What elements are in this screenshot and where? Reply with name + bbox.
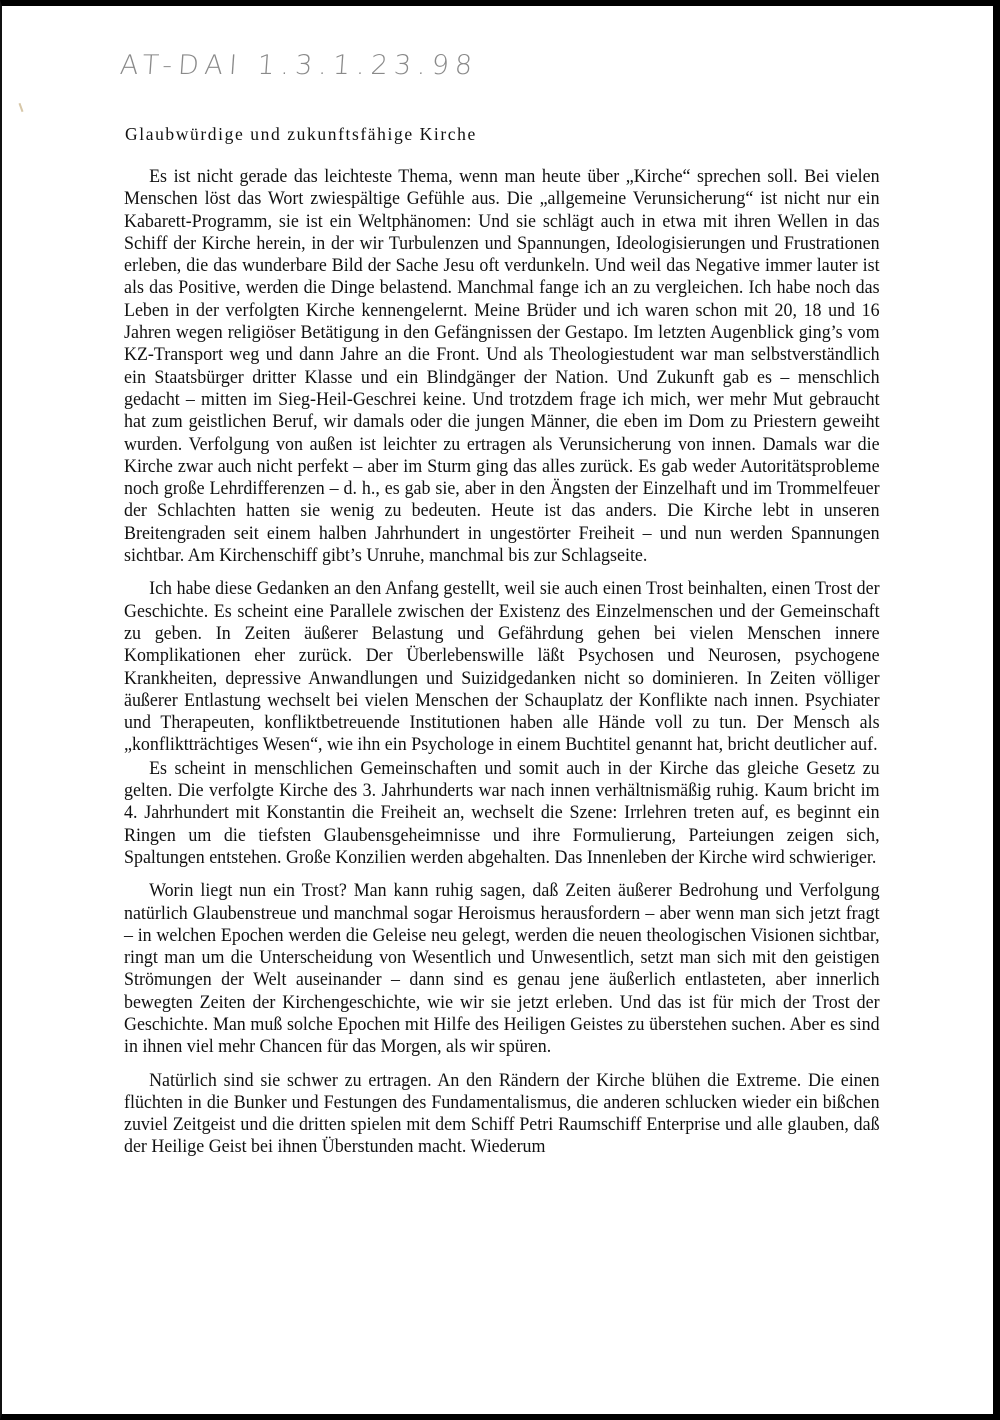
paragraph: Natürlich sind sie schwer zu ertragen. An den Rändern der Kirche blühen die Extreme. Die einen flüchten in die Bunker und Festungen des Fundamentalismus, die anderen schlucken wieder ein bißchen zuviel Zeitgeist und die dritten spielen mit dem Schiff Petri Raumschiff Enterprise und alle glauben, daß der Heilige Geist bei ihnen Überstunden macht. Wiederum bbox=[124, 1069, 880, 1158]
handwritten-archive-number: AT-DAI 1.3.1.23.98 bbox=[118, 50, 480, 81]
paragraph: Es scheint in menschlichen Gemeinschaften und somit auch in der Kirche das gleiche Gesetz zu gelten. Die verfolgte Kirche des 3. Jahrhunderts war nach innen verhältnismäßig ruhig. Kaum bricht im 4. Jahrhundert mit Konstantin die Freiheit an, wechselt die Szene: Irrlehren treten auf, es beginnt ein Ringen um die tiefsten Glaubensgeheimnisse und ihre Formulierung, Parteiungen zeigen sich, Spaltungen entstehen. Große Konzilien werden abgehalten. Das Innenleben der Kirche wird schwieriger. bbox=[124, 757, 880, 868]
paragraph: Worin liegt nun ein Trost? Man kann ruhig sagen, daß Zeiten äußerer Bedrohung und Verfolgung natürlich Glaubenstreue und manchmal sogar Heroismus herausfordern – aber wenn man sich jetzt fragt – in welchen Epochen werden die Geleise neu gelegt, werden die neuen theologischen Visionen sichtbar, ringt man um die Unterscheidung von Wesentlich und Unwesentlich, setzt man sich mit den geistigen Strömungen der Welt auseinander – dann sind es genau jene äußerlich entlasteten, aber innerlich bewegten Zeiten der Kirchengeschichte, wie wir sie jetzt erleben. Und das ist für mich der Trost der Geschichte. Man muß solche Epochen mit Hilfe des Heiligen Geistes zu überstehen suchen. Aber es sind in ihnen viel mehr Chancen für das Morgen, als wir spüren. bbox=[124, 880, 880, 1058]
document-body bbox=[124, 166, 880, 1159]
document-title: Glaubwürdige und zukunftsfähige Kirche bbox=[125, 124, 477, 144]
paragraph: Es ist nicht gerade das leichteste Thema, wenn man heute über „Kirche“ sprechen soll. Bei vielen Menschen löst das Wort zwiespältige Gefühle aus. Die „allgemeine Verunsicherung“ ist nicht nur ein Kabarett-Programm, sie ist ein Weltphänomen: Und sie schlägt auch in etwa mit ihren Wellen in das Schiff der Kirche herein, in der wir Turbulenzen und Spannungen, Ideologisierungen und Frustrationen erleben, die das wunderbare Bild der Sache Jesu oft verdunkeln. Und weil das Negative immer lauter ist als das Positive, werden die Dinge belastend. Manchmal fange ich an zu vergleichen. Ich habe noch das Leben in der verfolgten Kirche kennengelernt. Meine Brüder und ich waren schon mit 20, 18 und 16 Jahren wegen religiöser Betätigung in den Gefängnissen der Gestapo. Im letzten Augenblick ging’s vom KZ-Transport weg und dann Jahre an die Front. Und als Theologiestudent war man selbstverständlich ein Staatsbürger dritter Klasse und ein Blindgänger der Nation. Und Zukunft gab es – menschlich gedacht – mitten im Sieg-Heil-Geschrei keine. Und trotzdem frage ich mich, wer mehr Mut gebraucht hat zum geistlichen Beruf, wir damals oder die jungen Männer, die eben im Dom zu Priestern geweiht wurden. Verfolgung von außen ist leichter zu ertragen als Verunsicherung von innen. Damals war die Kirche zwar auch nicht perfekt – aber im Sturm ging das alles zurück. Es gab weder Autoritätsprobleme noch große Lehrdifferenzen – d. h., es gab sie, aber in den Ängsten der Einzelhaft und im Trommelfeuer der Schlachten hatten sie wenig zu bedeuten. Heute ist das anders. Die Kirche lebt in unseren Breitengraden seit einem halben Jahrhundert in ungestörter Freiheit – und nun werden Spannungen sichtbar. Am Kirchenschiff gibt’s Unruhe, manchmal bis zur Schlagseite. bbox=[124, 166, 880, 567]
paragraph: Ich habe diese Gedanken an den Anfang gestellt, weil sie auch einen Trost beinhalten, einen Trost der Geschichte. Es scheint eine Parallele zwischen der Existenz des Einzelmenschen und der Gemeinschaft zu geben. In Zeiten äußerer Belastung und Gefährdung gehen bei vielen Menschen innere Komplikationen eher zurück. Der Überlebenswille läßt Psychosen und Neurosen, psychogene Krankheiten, depressive Anwandlungen und Suizidgedanken nicht so dominieren. In Zeiten völliger äußerer Entlastung wechselt bei vielen Menschen der Schauplatz der Konflikte nach innen. Psychiater und Therapeuten, konfliktbetreuende Institutionen haben alle Hände voll zu tun. Der Mensch als „konfliktträchtiges Wesen“, wie ihn ein Psychologe in einem Buchtitel genannt hat, bricht deutlicher auf. bbox=[124, 578, 880, 756]
stray-scan-mark bbox=[19, 103, 24, 112]
